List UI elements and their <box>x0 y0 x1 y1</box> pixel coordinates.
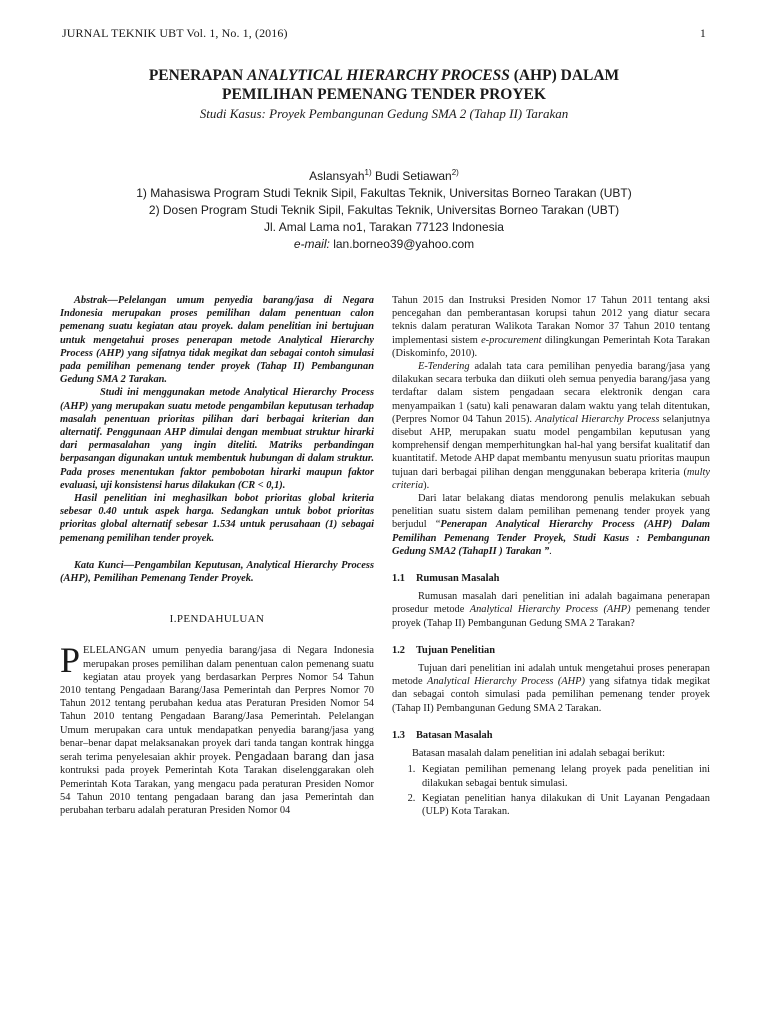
list-item: 2. Kegiatan penelitian hanya dilakukan di Unit Layanan Pengadaan (ULP) Kota Tarakan. <box>418 792 710 818</box>
affiliation-2: 2) Dosen Program Studi Teknik Sipil, Fakultas Teknik, Universitas Borneo Tarakan (UBT) <box>148 203 620 217</box>
title-part3: (AHP) DALAM <box>509 67 620 84</box>
author-2: Budi Setiawan <box>371 169 452 183</box>
subsection-1-2-title: Tujuan Penelitian <box>416 644 496 656</box>
intro-paragraph <box>60 640 374 817</box>
right-p2 <box>392 360 710 492</box>
author-names <box>40 164 728 185</box>
rumusan-italic: Analytical Hierarchy Process (AHP) <box>469 604 631 616</box>
right-p2-italic: E-Tendering <box>418 361 470 373</box>
author-1: Aslansyah <box>309 169 365 183</box>
subsection-1-1-num: 1.1 <box>392 573 405 585</box>
list-item: 1. Kegiatan pemilihan pemenang lelang proyek pada penelitian ini dilakukan sebagai bentuk simulasi. <box>418 763 710 789</box>
right-p2-close: ). <box>423 479 430 491</box>
right-p3 <box>392 492 710 558</box>
subsection-1-3-num: 1.3 <box>392 729 405 741</box>
tujuan-paragraph <box>392 662 710 715</box>
tujuan-text: Tujuan dari penelitian ini adalah untuk mengetahui proses penerapan metode <box>392 663 710 688</box>
subsection-1-3-title: Batasan Masalah <box>416 729 493 741</box>
rumusan-text: Rumusan masalah dari penelitian ini adalah bagaimana penerapan prosedur metode <box>392 591 710 616</box>
intro-text-a: ELELANGAN umum penyedia barang/jasa di Negara Indonesia merupakan proses pemilihan dalam penentuan calon pemenang suatu kegiatan atau proyek yang berdasarkan Perpres Nomor 54 Tahun 2010 tentang Pengadaan Barang/Jasa Pemerintah dan Perpres Nomor 70 Tahun 2012 tentang perubahan kedua atas Peraturan Presiden Nomor 54 Tahun 2010 tentang Pengadaan Barang/Jasa Pemerintah. Pelelangan Umum merupakan cara untuk mendapatkan penyedia barang/jasa yang benar–benar dapat melaksanakan proyek dari tanda tangan kontrak hingga serah terima penyelesaian akhir proyek. <box>60 645 374 764</box>
abstract-p2: Studi ini menggunakan metode Analytical Hierarchy Process (AHP) yang merupakan suatu metode pengambilan keputusan terhadap masalah penentuan prioritas pilihan dari berbagai kriterian dan alternatif. Penggunaan AHP dimulai dengan membuat struktur hirarki dari permasalahan yang ingin diteliti. Matriks perbandingan berpasangan digunakan untuk membentuk hubungan di dalam struktur. Pada proses menentukan faktor pembobotan hirarki maupun faktor evaluasi, uji konsistensi harus dilakukan (CR < 0,1). <box>60 387 374 491</box>
abstract-p3: Hasil penelitian ini meghasilkan bobot prioritas global kriteria sebesar 0.40 untuk aspek harga. Sedangkan untuk bobot prioritas prioritas global alternatif sebesar 1.534 untuk perusahaan (1) sebagai pemenang pemilihan tender proyek. <box>60 493 374 544</box>
right-p1 <box>392 294 710 360</box>
author-2-sup: 2) <box>451 168 459 177</box>
journal-name: JURNAL TEKNIK UBT Vol. 1, No. 1, (2016) <box>62 26 288 40</box>
affiliation-1: 1) Mahasiswa Program Studi Teknik Sipil, Fakultas Teknik, Universitas Borneo Tarakan (UBT) <box>136 186 632 200</box>
rumusan-end: pemenang tender proyek (Tahap II) Pembangunan Gedung SMA 2 Tarakan? <box>392 604 711 629</box>
title-part2: ANALYTICAL HIERARCHY PROCESS <box>247 67 510 84</box>
author-1-sup: 1) <box>364 168 372 177</box>
right-column <box>392 294 710 820</box>
right-p1-text: Tahun 2015 dan Instruksi Presiden Nomor 17 Tahun 2011 tentang aksi pencegahan dan pemberantasan korupsi tahun 2012 yang diatur secara teknis dalam peraturan Walikota Tarakan Nomor 37 Tahun 2010 tentang implementasi sistem <box>392 295 710 346</box>
subsection-1-2-num: 1.2 <box>392 644 405 656</box>
section-heading-pendahuluan: I.PENDAHULUAN <box>169 613 265 626</box>
email-label: e-mail: <box>293 237 330 251</box>
intro-text-c: kontruksi pada proyek Pemerintah Kota Tarakan diselenggarakan oleh Pemerintah Kota Tarakan, yang mengacu pada peraturan Presiden Nomor 54 Tahun 2010 tentang pengadaan barang dan jasa Pemerintah dan perubahan terbaru adalah peraturan Presiden Nomor 04 <box>60 765 374 816</box>
title-part1: PENERAPAN <box>148 67 248 84</box>
paper-title <box>40 66 728 104</box>
right-p3-text: Dari latar belakang diatas mendorong penulis melakukan sebuah penelitian suatu sistem dalam pemilihan pemenang tender proyek yang berjudul “ <box>392 493 710 531</box>
tujuan-end: yang sifatnya tidak megikat dan sebagai contoh simulasi pada pemilihan pemenang tender proyek (Tahap II) Pembangunan Gedung SMA 2 Tarakan. <box>392 676 710 714</box>
subsection-1-3 <box>392 729 710 742</box>
right-p2-end: selanjutnya disebut AHP, merupakan suatu model pengambilan keputusan yang komprehensif dengan memperhitungkan hal-hal yang bersifat kualitatif dan kuantitatif. Metode AHP dapat membantu menyusun suatu prioritas maupun tujuan dari berbagai pilihan dengan menggunakan beberapa kriteria ( <box>392 413 710 478</box>
subsection-1-1-title: Rumusan Masalah <box>416 573 500 585</box>
right-p2-italic3: multy criteria <box>392 466 710 491</box>
keywords: Kata Kunci—Pengambilan Keputusan, Analytical Hierarchy Process (AHP), Pemilihan Pemenang Tender Proyek. <box>60 559 374 585</box>
tujuan-italic: Analytical Hierarchy Process (AHP) <box>427 676 585 688</box>
abstract <box>60 294 374 545</box>
intro-text-b: Pengadaan barang dan jasa <box>234 749 374 764</box>
subsection-1-2 <box>392 644 710 657</box>
rumusan-paragraph <box>392 590 710 630</box>
right-p3-title: Penerapan Analytical Hierarchy Process (AHP) Dalam Pemilihan Pemenang Tender Proyek, Studi Kasus : Pembangunan Gedung SMA2 (TahapII ) Tarakan ” <box>392 519 710 557</box>
page-number: 1 <box>699 26 706 40</box>
subsection-1-1 <box>392 572 710 585</box>
title-line2: PEMILIHAN PEMENANG TENDER PROYEK <box>222 86 546 103</box>
dropcap: P <box>60 640 81 681</box>
right-p1-italic: e-procurement <box>481 334 542 346</box>
author-block <box>40 164 728 253</box>
batasan-list <box>392 763 710 818</box>
running-head <box>62 26 706 41</box>
right-p2-text: adalah tata cara pemilihan penyedia barang/jasa yang dilakukan secara terbuka dan diikuti oleh semua penyedia barang/jasa yang terdaftar dalam sistem pengadaan secara elektronik dengan cara menyampaikan 1 (satu) kali penawaran dalam waktu yang telah ditentukan, (Perpres Nomor 04 Tahun 2015). <box>392 361 710 425</box>
email: lan.borneo39@yahoo.com <box>329 237 475 251</box>
abstract-p1: Abstrak—Pelelangan umum penyedia barang/jasa di Negara Indonesia merupakan proses pemilihan dalam penentuan calon pemenang suatu kegiatan atau proyek. dalam penelitian ini bertujuan untuk mengetahui proses penerapan metode Analytical Hierarchy Process (AHP) yang sifatnya tidak megikat dan sebagai contoh simulasi pada pemilihan pemenang tender proyek (Tahap II) Pembangunan Gedung SMA 2 Tarakan. <box>60 295 374 386</box>
paper-subtitle: Studi Kasus: Proyek Pembangunan Gedung SMA 2 (Tahap II) Tarakan <box>199 106 569 121</box>
address: Jl. Amal Lama no1, Tarakan 77123 Indonesia <box>264 220 504 234</box>
batasan-text: Batasan masalah dalam penelitian ini adalah sebagai berikut: <box>412 748 666 760</box>
right-p2-italic2: Analytical Hierarchy Process <box>535 413 660 425</box>
right-p1-end: dilingkungan Pemerintah Kota Tarakan (Diskominfo, 2010). <box>392 334 710 359</box>
email-line <box>40 236 728 253</box>
left-column <box>60 294 374 817</box>
right-p3-end: . <box>549 545 552 557</box>
